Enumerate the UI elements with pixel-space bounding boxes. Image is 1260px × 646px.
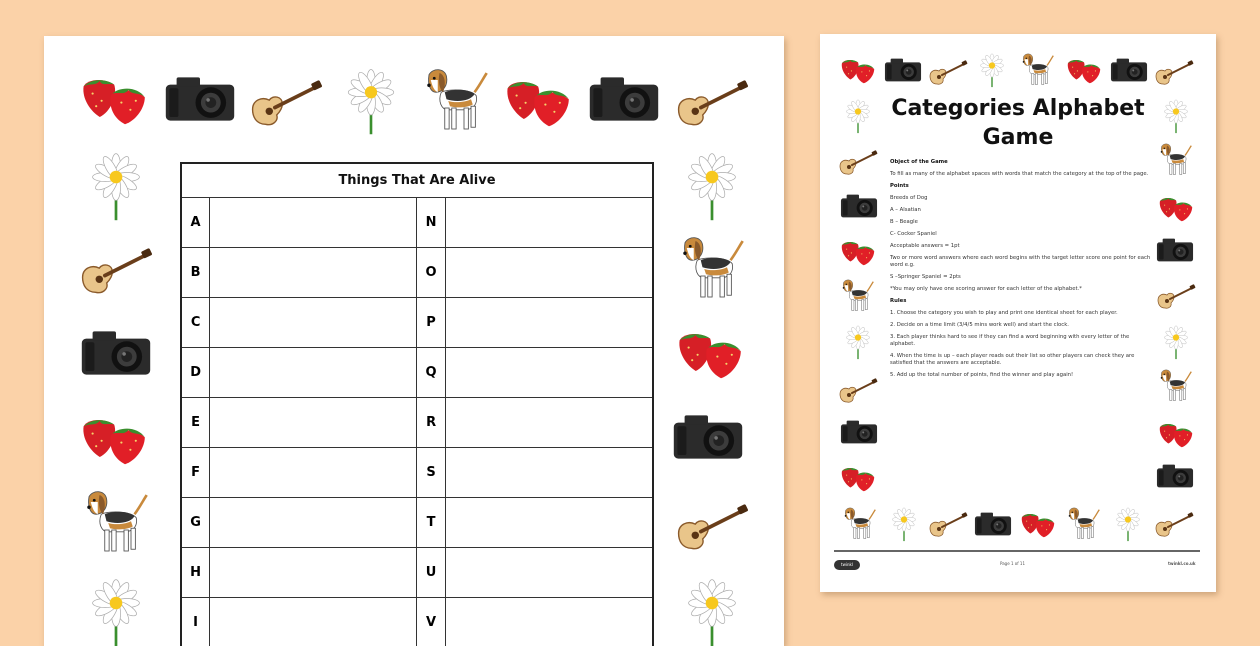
table-row xyxy=(181,448,653,498)
beagle-icon xyxy=(418,66,496,136)
daisy-icon xyxy=(1110,506,1146,542)
rules-list xyxy=(890,310,1152,379)
beagle-icon xyxy=(674,234,752,304)
row-letter: V xyxy=(417,598,445,646)
strawberry-icon xyxy=(1020,510,1058,538)
row-letter: F xyxy=(181,448,210,498)
object-heading: Object of the Game xyxy=(890,159,1152,166)
row-letter: O xyxy=(417,248,445,298)
points-line: Acceptable answers = 1pt xyxy=(890,243,1152,250)
instructions-body xyxy=(890,156,1152,384)
row-letter: E xyxy=(181,398,210,448)
answer-space[interactable] xyxy=(445,498,653,548)
camera-icon xyxy=(672,410,744,464)
table-row xyxy=(181,548,653,598)
table-row xyxy=(181,498,653,548)
answer-space[interactable] xyxy=(445,298,653,348)
beagle-icon xyxy=(1156,142,1196,178)
points-line: *You may only have one scoring answer for each letter of the alphabet.* xyxy=(890,286,1152,293)
instructions-page xyxy=(820,34,1216,592)
footer-page-number: Page 1 of 11 xyxy=(1000,561,1025,566)
daisy-icon xyxy=(974,52,1010,88)
camera-icon xyxy=(974,510,1012,538)
beagle-icon xyxy=(1064,506,1104,542)
footer-logo: twinkl xyxy=(834,560,860,570)
answer-space[interactable] xyxy=(210,448,417,498)
answer-space[interactable] xyxy=(210,298,417,348)
row-letter: N xyxy=(417,198,445,248)
guitar-icon xyxy=(838,376,878,404)
row-letter: T xyxy=(417,498,445,548)
camera-icon xyxy=(164,72,236,126)
row-letter: I xyxy=(181,598,210,646)
answer-space[interactable] xyxy=(210,598,417,646)
camera-icon xyxy=(80,326,152,380)
row-letter: D xyxy=(181,348,210,398)
strawberry-icon xyxy=(504,74,576,128)
answer-space[interactable] xyxy=(210,348,417,398)
points-line: Breeds of Dog xyxy=(890,195,1152,202)
object-text: To fill as many of the alphabet spaces with words that match the category at the top of the page. xyxy=(890,171,1152,178)
beagle-icon xyxy=(840,506,880,542)
answer-space[interactable] xyxy=(210,548,417,598)
points-heading: Points xyxy=(890,183,1152,190)
row-letter: U xyxy=(417,548,445,598)
guitar-icon xyxy=(1156,282,1196,310)
answer-space[interactable] xyxy=(445,248,653,298)
strawberry-icon xyxy=(1066,56,1104,84)
daisy-icon xyxy=(840,324,876,360)
row-letter: P xyxy=(417,298,445,348)
strawberry-icon xyxy=(840,464,878,492)
camera-icon xyxy=(840,418,878,446)
row-letter: A xyxy=(181,198,210,248)
points-line: S –Springer Spaniel = 2pts xyxy=(890,274,1152,281)
daisy-icon xyxy=(1158,98,1194,134)
row-letter: Q xyxy=(417,348,445,398)
table-header-row xyxy=(181,163,653,198)
camera-icon xyxy=(840,192,878,220)
points-line: Two or more word answers where each word begins with the target letter score one point for each word e.g. xyxy=(890,255,1152,269)
table-row xyxy=(181,198,653,248)
table-row xyxy=(181,348,653,398)
strawberry-icon xyxy=(80,412,152,466)
rule-item: 1. Choose the category you wish to play and print one identical sheet for each player. xyxy=(890,310,1152,317)
guitar-icon xyxy=(928,510,968,538)
row-letter: H xyxy=(181,548,210,598)
guitar-icon xyxy=(928,58,968,86)
daisy-icon xyxy=(676,150,748,222)
beagle-icon xyxy=(838,278,878,314)
table-title: Things That Are Alive xyxy=(181,163,653,198)
row-letter: B xyxy=(181,248,210,298)
answer-space[interactable] xyxy=(210,198,417,248)
rule-item: 5. Add up the total number of points, find the winner and play again! xyxy=(890,372,1152,379)
camera-icon xyxy=(588,72,660,126)
table-row xyxy=(181,598,653,646)
camera-icon xyxy=(1110,56,1148,84)
answer-space[interactable] xyxy=(445,198,653,248)
rule-item: 2. Decide on a time limit (3/4/5 mins work well) and start the clock. xyxy=(890,322,1152,329)
rules-heading: Rules xyxy=(890,298,1152,305)
strawberry-icon xyxy=(840,56,878,84)
strawberry-icon xyxy=(676,326,748,380)
guitar-icon xyxy=(674,500,750,552)
table-row xyxy=(181,298,653,348)
points-list xyxy=(890,195,1152,293)
row-letter: G xyxy=(181,498,210,548)
footer-website: twinkl.co.uk xyxy=(1168,561,1196,566)
daisy-icon xyxy=(80,150,152,222)
camera-icon xyxy=(884,56,922,84)
strawberry-icon xyxy=(840,238,878,266)
answer-space[interactable] xyxy=(445,548,653,598)
answer-space[interactable] xyxy=(445,348,653,398)
guitar-icon xyxy=(1154,510,1194,538)
rule-item: 4. When the time is up – each player reads out their list so other players can check they are satisfied that the answers are acceptable. xyxy=(890,353,1152,367)
rule-item: 3. Each player thinks hard to see if they can find a word beginning with every letter of the alphabet. xyxy=(890,334,1152,348)
guitar-icon xyxy=(248,76,324,128)
table-row xyxy=(181,398,653,448)
strawberry-icon xyxy=(80,72,152,126)
answer-space[interactable] xyxy=(445,598,653,646)
guitar-icon xyxy=(1154,58,1194,86)
points-line: A – Alsatian xyxy=(890,207,1152,214)
camera-icon xyxy=(1156,462,1194,490)
table-row xyxy=(181,248,653,298)
alphabet-table xyxy=(180,162,654,646)
guitar-icon xyxy=(78,244,154,296)
points-line: C- Cocker Spaniel xyxy=(890,231,1152,238)
alphabet-worksheet-page xyxy=(44,36,784,646)
daisy-icon xyxy=(1158,324,1194,360)
footer-divider xyxy=(834,550,1200,552)
answer-space[interactable] xyxy=(210,248,417,298)
row-letter: C xyxy=(181,298,210,348)
daisy-icon xyxy=(80,576,152,646)
row-letter: R xyxy=(417,398,445,448)
beagle-icon xyxy=(78,488,156,558)
answer-space[interactable] xyxy=(210,498,417,548)
camera-icon xyxy=(1156,236,1194,264)
answer-space[interactable] xyxy=(445,398,653,448)
page-title: Categories Alphabet Game xyxy=(886,94,1150,152)
beagle-icon xyxy=(1018,52,1058,88)
points-line: B – Beagle xyxy=(890,219,1152,226)
strawberry-icon xyxy=(1158,194,1196,222)
answer-space[interactable] xyxy=(210,398,417,448)
daisy-icon xyxy=(336,66,406,136)
guitar-icon xyxy=(674,76,750,128)
daisy-icon xyxy=(886,506,922,542)
answer-space[interactable] xyxy=(445,448,653,498)
daisy-icon xyxy=(840,98,876,134)
strawberry-icon xyxy=(1158,420,1196,448)
daisy-icon xyxy=(676,576,748,646)
row-letter: S xyxy=(417,448,445,498)
guitar-icon xyxy=(838,148,878,176)
beagle-icon xyxy=(1156,368,1196,404)
